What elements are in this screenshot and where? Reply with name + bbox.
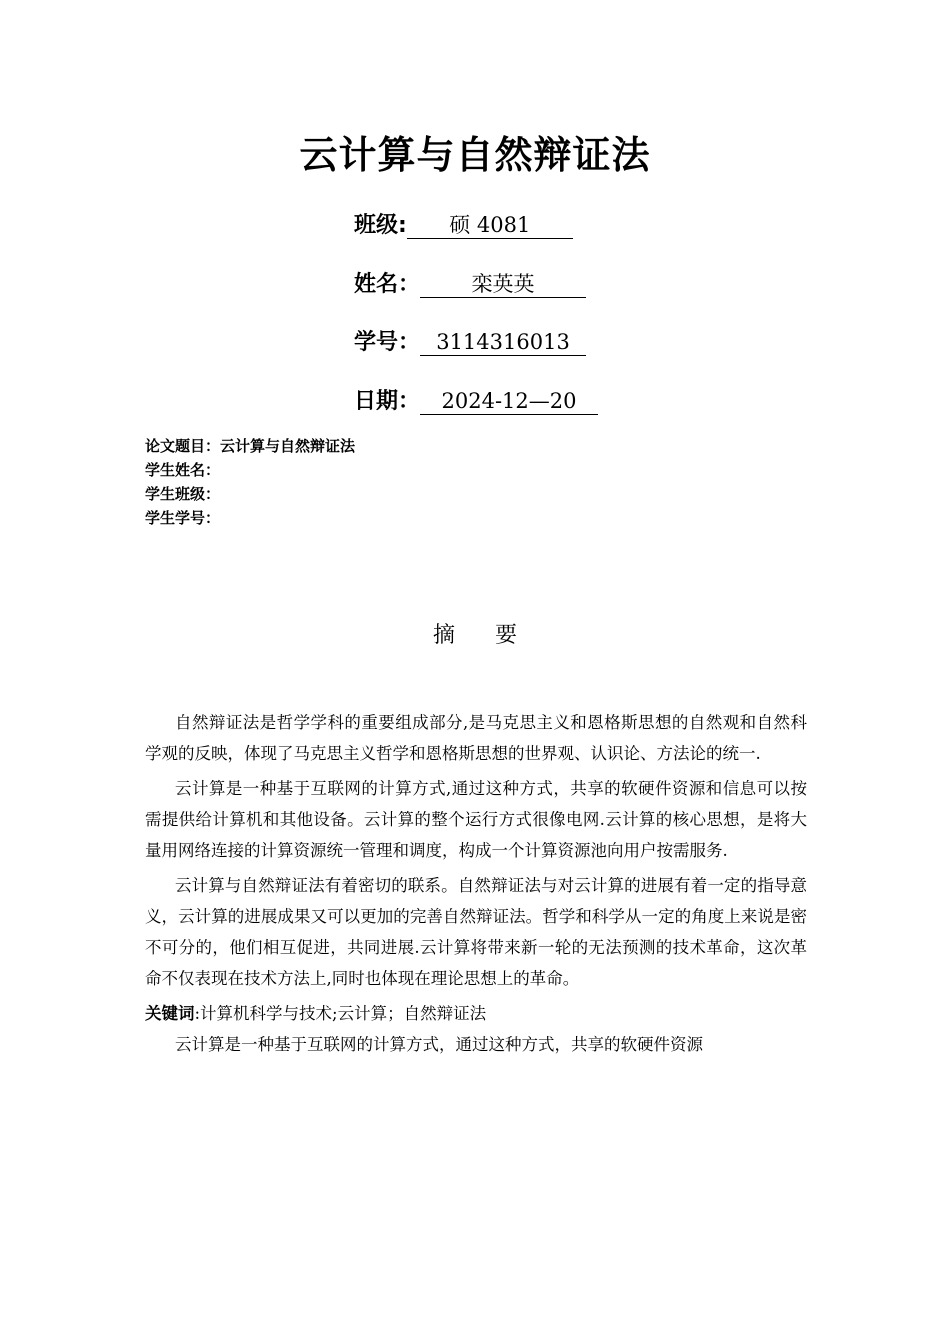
keywords-line <box>145 998 807 1029</box>
date-value: 2024-12—20 <box>420 388 598 415</box>
class-label: 班级: <box>354 213 407 238</box>
student-id-row <box>354 325 586 361</box>
abstract-heading <box>0 618 950 649</box>
name-value: 栾英英 <box>420 271 586 298</box>
abstract-paragraph-3: 云计算与自然辩证法有着密切的联系。自然辩证法与对云计算的进展有着一定的指导意义，云计算的进展成果又可以更加的完善自然辩证法。哲学和科学从一定的角度上来说是密不可分的，他们相互促进，共同进展.云计算将带来新一轮的无法预测的技术革命，这次革命不仅表现在技术方法上,同时也体现在理论思想上的革命。 <box>145 876 807 988</box>
date-row <box>354 384 598 420</box>
name-row <box>354 267 586 303</box>
meta-student-name: 学生姓名： <box>145 461 221 479</box>
name-label: 姓名： <box>354 272 421 297</box>
next-paragraph: 云计算是一种基于互联网的计算方式，通过这种方式，共享的软硬件资源 <box>175 1035 703 1054</box>
keywords-label: 关键词 <box>145 1004 195 1023</box>
document-title: 云计算与自然辩证法 <box>299 133 651 177</box>
abstract-heading-left: 摘 <box>432 623 455 648</box>
abstract-paragraph-2: 云计算是一种基于互联网的计算方式,通过这种方式，共享的软硬件资源和信息可以按需提供给计算机和其他设备。云计算的整个运行方式很像电网.云计算的核心思想，是将大量用网络连接的计算资源统一管理和调度，构成一个计算资源池向用户按需服务. <box>145 779 807 860</box>
student-id-label: 学号： <box>354 330 421 355</box>
student-id-value: 3114316013 <box>420 329 586 356</box>
keywords-value: :计算机科学与技术;云计算；自然辩证法 <box>194 1004 487 1023</box>
meta-block <box>145 434 355 530</box>
class-row <box>354 208 573 244</box>
meta-student-id: 学生学号： <box>145 509 221 527</box>
abstract-paragraph-1: 自然辩证法是哲学学科的重要组成部分,是马克思主义和恩格斯思想的自然观和自然科学观的反映，体现了马克思主义哲学和恩格斯思想的世界观、认识论、方法论的统一. <box>145 713 807 763</box>
date-label: 日期： <box>354 389 421 414</box>
class-value: 硕 4081 <box>407 212 573 239</box>
meta-topic: 论文题目：云计算与自然辩证法 <box>145 437 356 455</box>
abstract-heading-right: 要 <box>495 623 518 648</box>
abstract-body <box>145 707 807 1064</box>
meta-student-class: 学生班级： <box>145 485 221 503</box>
